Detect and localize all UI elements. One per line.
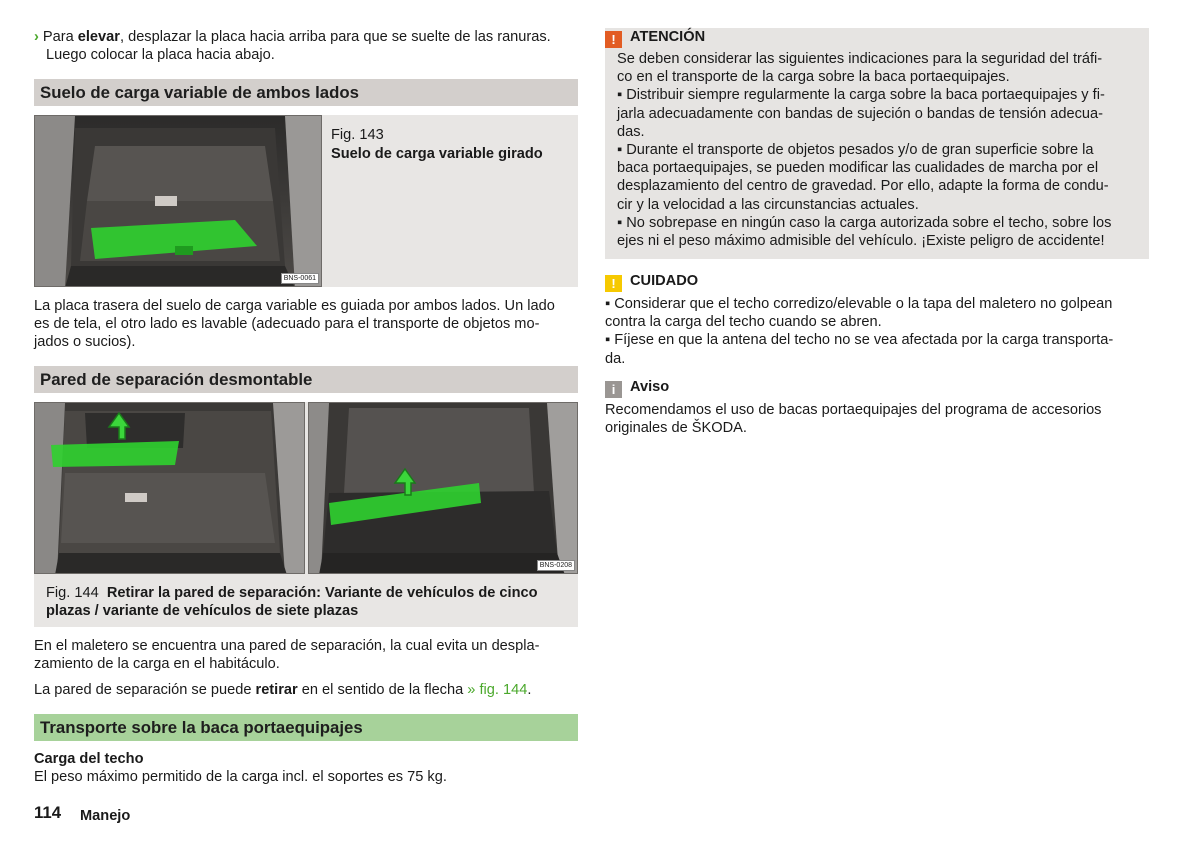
highlight-partition-wall <box>51 441 179 467</box>
section2-paragraph-1: En el maletero se encuentra una pared de separación, la cual evita un despla- zamiento de la carga en el habitáculo. <box>34 638 540 673</box>
figure-144 <box>34 402 578 627</box>
figure-caption: Suelo de carga variable girado <box>331 146 543 162</box>
warning-icon: ! <box>605 31 622 48</box>
aviso-header: i Aviso <box>605 378 1149 398</box>
figure-143 <box>34 115 578 287</box>
aviso-body: Recomendamos el uso de bacas portaequipajes del programa de accesorios originales de ŠKODA. <box>605 402 1102 437</box>
subhead-carga-techo: Carga del techo <box>34 751 144 767</box>
atencion-body: Se deben considerar las siguientes indicaciones para la seguridad del tráfi- co en el transporte de la carga sobre la baca portaequipajes. ▪ Distribuir siempre regularmente la carga sobre la baca portaequipajes y fi- jarla adecuadamente con bandas de sujeción o bandas de tensión adecua- das. ▪ Durante el transporte de objetos pesados y/o de gran superficie sobre la baca portaequipajes, se pueden modificar las cualidades de marcha por el desplazamiento del centro de gravedad. Por ello, adapte la forma de condu- cir y la velocidad a las circunstancias actuales. ▪ No sobrepase en ningún caso la carga autorizada sobre el techo, sobre los ejes ni el peso máximo admisible del vehículo. ¡Existe peligro de accidente! <box>617 51 1112 250</box>
chevron-right-icon: › <box>34 29 39 45</box>
figure-reference-link[interactable]: » fig. 144 <box>467 682 528 698</box>
caution-icon: ! <box>605 275 622 292</box>
section-title-pared-separacion: Pared de separación desmontable <box>34 366 578 393</box>
figure-144-caption: Fig. 144 Retirar la pared de separación: Variante de vehículos de cinco plazas / variante de vehículos de siete plazas <box>46 585 538 620</box>
info-icon: i <box>605 381 622 398</box>
trunk-photo-variable-floor <box>34 115 322 287</box>
trunk-photo-seven-seats <box>308 402 578 574</box>
trunk-photo-five-seats <box>34 402 305 574</box>
cuidado-box <box>605 272 1149 368</box>
trunk-illustration <box>35 116 322 287</box>
page-number: 114 <box>34 803 62 822</box>
figure-code-badge: BNS-0208 <box>537 560 575 571</box>
section1-paragraph: La placa trasera del suelo de carga variable es guiada por ambos lados. Un lado es de tela, el otro lado es lavable (adecuado para el transporte de objetos mo- jados o sucios). <box>34 298 555 351</box>
cuidado-body: ▪ Considerar que el techo corredizo/elevable o la tapa del maletero no golpean contra la carga del techo cuando se abren. ▪ Fíjese en que la antena del techo no se vea afectada por la carga transporta- da. <box>605 296 1114 367</box>
cuidado-header: ! CUIDADO <box>605 272 1149 292</box>
intro-paragraph: › Para elevar, desplazar la placa hacia arriba para que se suelte de las ranuras. <box>34 29 551 45</box>
section2-paragraph-2: La pared de separación se puede retirar en el sentido de la flecha » fig. 144. <box>34 682 532 698</box>
section-title-suelo-carga: Suelo de carga variable de ambos lados <box>34 79 578 106</box>
trunk-illustration-five-seats <box>35 403 305 574</box>
figure-code-badge: BNS-0061 <box>281 273 319 284</box>
aviso-box <box>605 378 1149 437</box>
carga-techo-text: El peso máximo permitido de la carga incl. el soportes es 75 kg. <box>34 769 447 785</box>
atencion-header: ! ATENCIÓN <box>605 28 705 48</box>
chapter-label: Manejo <box>80 808 131 824</box>
section-title-baca: Transporte sobre la baca portaequipajes <box>34 714 578 741</box>
trunk-illustration-seven-seats <box>309 403 578 574</box>
intro-line-2: Luego colocar la placa hacia abajo. <box>46 47 275 63</box>
atencion-box <box>605 28 1149 259</box>
figure-number: Fig. 143 <box>331 127 384 143</box>
